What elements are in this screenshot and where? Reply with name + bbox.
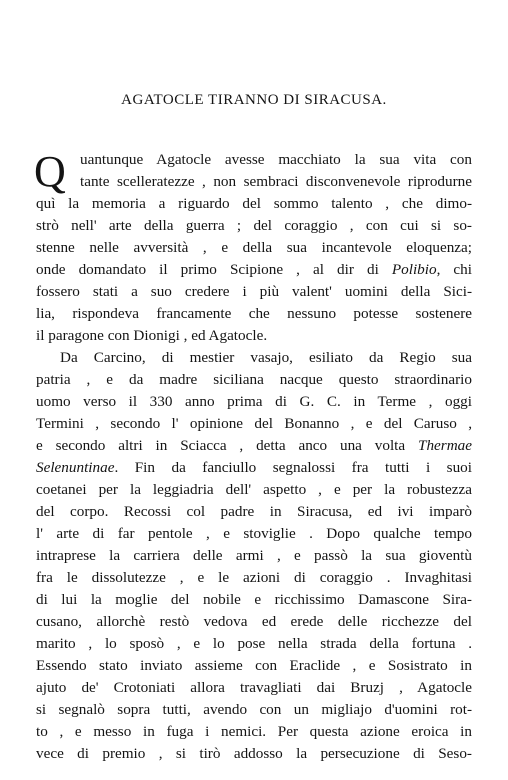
text-line (36, 436, 472, 456)
text-segment: , chi (436, 261, 472, 278)
text-segment: onde domandato il primo Scipione , al dir di (36, 261, 392, 278)
text-segment: . Fin da fanciullo segnalossi fra tutti i suoi (114, 459, 472, 476)
text-line: l' arte di far pentole , e stoviglie . Dopo qualche tempo (36, 525, 472, 542)
text-line: il paragone con Dionigi , ed Agatocle. (36, 327, 268, 344)
text-line: marito , lo sposò , e lo pose nella strada della fortuna . (36, 635, 472, 652)
text-line: lia, rispondeva francamente che nessuno potesse sostenere (36, 305, 472, 322)
text-line: fossero stati a suo credere i più valent' uomini della Sici- (36, 283, 472, 300)
text-line: Da Carcino, di mestier vasajo, esiliato da Regio sua (60, 349, 472, 366)
text-line: stenne nelle avversità , e della sua incantevole eloquenza; (36, 239, 472, 256)
italic-word: Polibio (391, 261, 437, 278)
text-line: del corpo. Recossi col padre in Siracusa, ed ivi imparò (36, 503, 472, 520)
text-line: intraprese la carriera delle armi , e passò la sua gioventù (36, 547, 472, 564)
text-line: uantunque Agatocle avesse macchiato la sua vita con (80, 151, 472, 168)
text-line: Termini , secondo l' opinione del Bonanno , e del Caruso , (36, 415, 472, 432)
text-line: cusano, allorchè restò vedova ed erede delle ricchezze del (36, 613, 472, 630)
text-segment: e secondo altri in Sciacca , detta anco una volta (36, 437, 418, 454)
text-line: si segnalò sopra tutti, avendo con un migliajo d'uomini rot- (36, 701, 472, 718)
italic-word: Thermae (418, 437, 472, 454)
text-line (36, 458, 472, 478)
text-line: patria , e da madre siciliana nacque questo straordinario (36, 371, 472, 388)
text-line (36, 260, 472, 280)
page-heading: AGATOCLE TIRANNO DI SIRACUSA. (121, 92, 387, 108)
drop-cap: Q (34, 147, 66, 196)
text-line: vece di premio , si tirò addosso la persecuzione di Seso- (36, 745, 472, 762)
text-line: uomo verso il 330 anno prima di G. C. in Terme , oggi (36, 393, 472, 410)
text-line: ajuto de' Crotoniati allora travagliati dai Bruzj , Agatocle (36, 679, 472, 696)
text-line: quì la memoria a riguardo del sommo talento , che dimo- (36, 195, 472, 212)
text-line: Essendo stato inviato assieme con Eraclide , e Sosistrato in (36, 657, 472, 674)
text-line: di lui la moglie del nobile e ricchissimo Damascone Sira- (36, 591, 472, 608)
text-line: to , e messo in fuga i nemici. Per questa azione eroica in (36, 723, 472, 740)
text-line: strò nell' arte della guerra ; del coraggio , con cui si so- (36, 217, 472, 234)
italic-word: Selenuntinae (36, 459, 115, 476)
text-line: tante scelleratezze , non sembraci disconvenevole riprodurne (80, 173, 472, 190)
text-line: fra le dissolutezze , e le azioni di coraggio . Invaghitasi (36, 569, 472, 586)
text-line: coetanei per la leggiadria dell' aspetto , e per la robustezza (36, 481, 472, 498)
